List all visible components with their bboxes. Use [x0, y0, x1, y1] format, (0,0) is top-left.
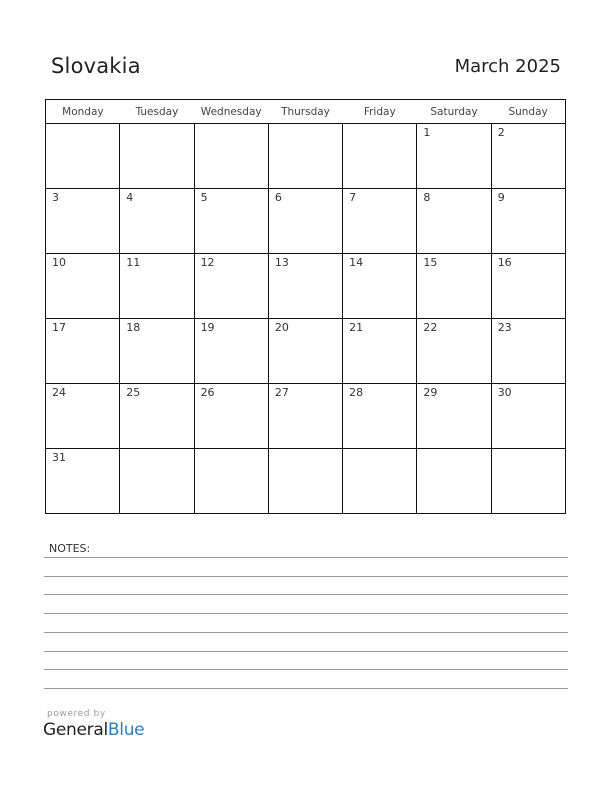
day-cell [491, 319, 565, 384]
week-row [46, 189, 566, 254]
week-row [46, 319, 566, 384]
day-cell [417, 254, 491, 319]
note-line [44, 594, 568, 595]
day-number: 23 [497, 321, 512, 334]
day-cell [417, 449, 491, 514]
day-number [269, 449, 342, 451]
day-number [269, 124, 342, 126]
note-line [44, 557, 568, 558]
day-number: 12 [200, 256, 215, 269]
day-number: 3 [52, 191, 59, 204]
weekday-monday: Monday [46, 100, 120, 124]
day-number: 9 [497, 191, 505, 204]
day-number: 11 [126, 256, 141, 269]
day-cell [194, 449, 268, 514]
note-line [44, 632, 568, 633]
day-number [195, 124, 268, 126]
day-cell [120, 124, 194, 189]
day-cell [46, 319, 120, 384]
day-cell [417, 384, 491, 449]
note-line [44, 576, 568, 577]
day-number: 31 [52, 451, 66, 464]
day-number: 5 [200, 191, 208, 204]
day-number: 28 [349, 386, 364, 399]
day-number: 14 [349, 256, 364, 269]
day-number: 21 [349, 321, 364, 334]
day-number [492, 449, 565, 451]
day-cell [417, 319, 491, 384]
brand-logo [43, 720, 144, 740]
day-cell [46, 449, 120, 514]
day-cell [343, 254, 417, 319]
week-row [46, 449, 566, 514]
day-cell [120, 449, 194, 514]
day-number: 26 [200, 386, 215, 399]
week-row [46, 384, 566, 449]
day-number: 24 [52, 386, 66, 399]
day-cell [268, 189, 342, 254]
day-number: 2 [497, 126, 505, 139]
day-cell [268, 384, 342, 449]
day-number: 15 [423, 256, 438, 269]
day-cell [417, 189, 491, 254]
day-cell [343, 124, 417, 189]
week-row [46, 124, 566, 189]
note-line [44, 669, 568, 670]
day-cell [194, 384, 268, 449]
day-number: 20 [274, 321, 289, 334]
day-cell [417, 124, 491, 189]
brand-blue: Blue [107, 720, 145, 740]
weekday-header-row [46, 100, 566, 124]
notes-label: NOTES: [49, 542, 91, 555]
day-number: 10 [52, 256, 66, 269]
day-number: 18 [126, 321, 141, 334]
day-cell [343, 449, 417, 514]
day-cell [120, 319, 194, 384]
day-number: 8 [423, 191, 431, 204]
weekday-wednesday: Wednesday [194, 100, 268, 124]
weekday-sunday: Sunday [491, 100, 565, 124]
note-line [44, 688, 568, 689]
day-number: 25 [126, 386, 141, 399]
day-cell [194, 189, 268, 254]
weekday-saturday: Saturday [417, 100, 491, 124]
day-number [343, 124, 416, 126]
month-year-title: March 2025 [454, 56, 561, 77]
day-cell [491, 384, 565, 449]
day-cell [268, 254, 342, 319]
day-number [120, 449, 193, 451]
day-number: 29 [423, 386, 438, 399]
day-number [195, 449, 268, 451]
day-number [343, 449, 416, 451]
day-number [46, 124, 119, 126]
day-number: 1 [423, 126, 431, 139]
weekday-friday: Friday [343, 100, 417, 124]
week-row [46, 254, 566, 319]
weekday-tuesday: Tuesday [120, 100, 194, 124]
day-cell [194, 254, 268, 319]
day-cell [120, 189, 194, 254]
powered-by-text: powered by [47, 709, 106, 719]
day-cell [120, 384, 194, 449]
day-number: 27 [274, 386, 289, 399]
day-cell [491, 449, 565, 514]
day-cell [268, 319, 342, 384]
day-cell [491, 189, 565, 254]
day-cell [194, 124, 268, 189]
day-cell [491, 124, 565, 189]
day-cell [491, 254, 565, 319]
day-cell [46, 254, 120, 319]
day-number: 7 [349, 191, 357, 204]
note-line [44, 651, 568, 652]
day-number: 17 [52, 321, 66, 334]
country-title: Slovakia [51, 54, 141, 78]
day-cell [46, 124, 120, 189]
day-cell [120, 254, 194, 319]
day-number: 19 [200, 321, 215, 334]
day-cell [268, 124, 342, 189]
day-cell [343, 189, 417, 254]
day-number [417, 449, 490, 451]
day-number: 16 [497, 256, 512, 269]
day-cell [268, 449, 342, 514]
day-cell [343, 384, 417, 449]
day-number: 22 [423, 321, 438, 334]
weekday-thursday: Thursday [268, 100, 342, 124]
day-cell [343, 319, 417, 384]
day-number: 4 [126, 191, 134, 204]
day-cell [46, 384, 120, 449]
day-cell [194, 319, 268, 384]
day-number: 30 [497, 386, 512, 399]
calendar-grid [45, 99, 566, 514]
brand-general: General [43, 720, 108, 740]
note-line [44, 613, 568, 614]
day-number: 6 [274, 191, 282, 204]
day-number [120, 124, 193, 126]
day-number: 13 [274, 256, 289, 269]
day-cell [46, 189, 120, 254]
